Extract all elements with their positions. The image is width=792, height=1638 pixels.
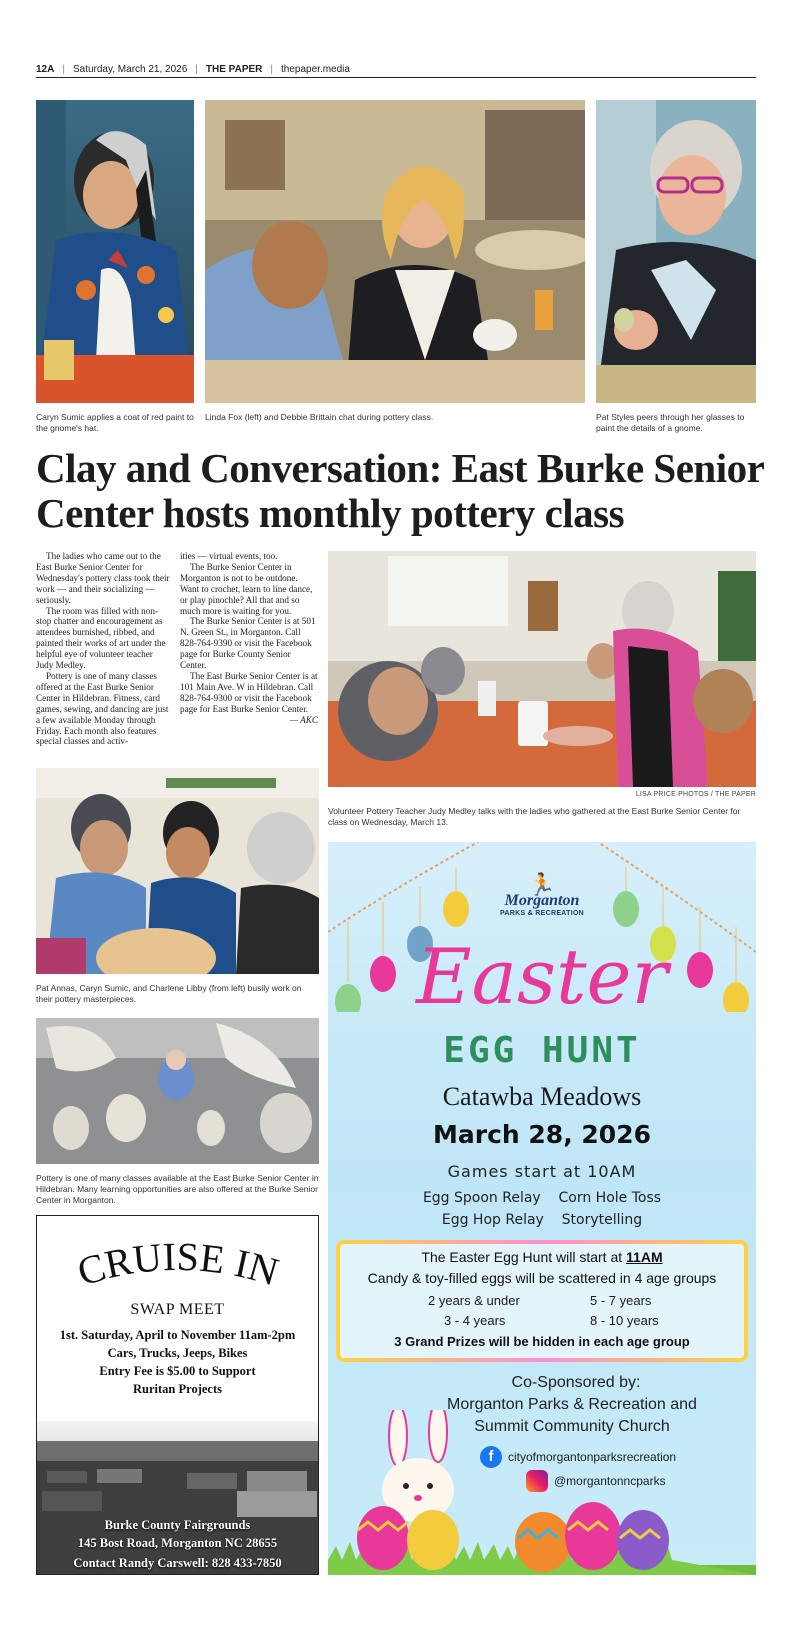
article-column-2 (180, 551, 318, 726)
caption-photo5: Pat Annas, Caryn Sumic, and Charlene Libby (from left) busily work on their pottery masterpieces. (36, 983, 302, 1004)
easter-title: Easter (416, 932, 668, 1021)
hunt-start (340, 1249, 744, 1265)
cruise-ad-subtitle: SWAP MEET (130, 1301, 225, 1318)
article-headline: Clay and Conversation: East Burke Senior Center hosts monthly pottery class (36, 445, 764, 536)
cruise-ad-address: 145 Bost Road, Morganton NC 28655 (77, 1536, 278, 1550)
cruise-ad-text-area (37, 1216, 318, 1436)
issue-date: Saturday, March 21, 2026 (72, 63, 188, 75)
parks-logo-icon: 🏃 (528, 872, 556, 897)
article-paragraph: The Burke Senior Center is at 501 N. Green St., in Morganton. Call 828-764-9390 or visit the Facebook page for Burke County Senior Center. (180, 616, 316, 671)
cruise-ad-schedule: 1st. Saturday, April to November 11am-2pm (59, 1328, 296, 1342)
cruise-ad-entry-fee: Entry Fee is $5.00 to Support (99, 1364, 256, 1378)
event-location: Catawba Meadows (442, 1082, 642, 1111)
cruise-ad-car-photo (37, 1421, 318, 1575)
folio-separator: | (62, 63, 65, 75)
cruise-ad-projects: Ruritan Projects (133, 1382, 222, 1396)
article-column-1 (36, 551, 170, 747)
caption-photo1: Caryn Sumic applies a coat of red paint to the gnome's hat. (36, 412, 194, 433)
svg-text:CRUISE IN: CRUISE IN (72, 1234, 284, 1295)
games-list-2: Egg Hop Relay Storytelling (441, 1212, 643, 1228)
parks-logo-name: Morganton (504, 892, 580, 909)
age-group-1: 2 years & under (428, 1293, 520, 1308)
cruise-ad-contact: Contact Randy Carswell: 828 433-7850 (73, 1556, 282, 1570)
hunt-start-prefix: The Easter Egg Hunt will start at (421, 1249, 627, 1265)
games-list-1: Egg Spoon Relay Corn Hole Toss (422, 1190, 662, 1206)
article-paragraph: ities — virtual events, too. (180, 551, 278, 561)
cruise-ad-title-wrap (37, 1234, 318, 1309)
page-number: 12A (36, 63, 55, 75)
scatter-note: Candy & toy-filled eggs will be scattered in 4 age groups (367, 1270, 717, 1286)
folio-line (36, 59, 756, 79)
bunny-and-eggs-illustration (328, 1410, 756, 1575)
caption-photo6: Pottery is one of many classes available at the East Burke Senior Center in Hildebran. Many learning opportunities are also offered at the Burke Senior Center in Morganton. (36, 1173, 319, 1205)
folio-separator: | (195, 63, 198, 75)
caption-photo3: Pat Styles peers through her glasses to paint the details of a gnome. (596, 412, 745, 433)
parks-logo-sub: PARKS & RECREATION (499, 910, 585, 917)
grand-prizes: 3 Grand Prizes will be hidden in each age group (394, 1334, 690, 1349)
cruise-ad-venue: Burke County Fairgrounds (104, 1518, 251, 1532)
cosponsored-label: Co-Sponsored by: (511, 1374, 641, 1391)
caption-main-photo: Volunteer Pottery Teacher Judy Medley talks with the ladies who gathered at the East Burke Senior Center for class on Wednesday, March 13. (328, 806, 741, 827)
header-rule (36, 77, 756, 78)
photo-linda-debbie (205, 100, 585, 403)
games-start: Games start at 10AM (447, 1162, 637, 1181)
sponsor-1: Morganton Parks & Recreation and (447, 1396, 697, 1413)
egg-hunt-subtitle: EGG HUNT (443, 1030, 641, 1071)
age-group-2: 5 - 7 years (590, 1293, 652, 1308)
cruise-ad-title (37, 1234, 318, 1304)
paper-name: THE PAPER (205, 63, 263, 75)
article-signature: — AKC (289, 714, 318, 725)
age-group-4: 8 - 10 years (590, 1313, 659, 1328)
site-url: thepaper.media (281, 63, 350, 75)
facebook-handle: cityofmorgantonparksrecreation (508, 1450, 677, 1464)
hunt-start-time: 11AM (626, 1249, 663, 1265)
article-paragraph: The Burke Senior Center in Morganton is not to be outdone. Want to crochet, learn to line dance, or play pinochle? All that and so much more is waiting for you. (180, 561, 313, 616)
article-paragraph: The room was filled with non-stop chatter and encouragement as attendees burnished, ribbed, and painted their works of art under the helpful eye of volunteer teacher Judy Medley. (36, 605, 166, 671)
photo-pat-caryn-charlene (36, 768, 319, 974)
article-paragraph: The East Burke Senior Center is at 101 Main Ave. W in Hildebran. Call 828-764-9300 or visit the Facebook page for East Burke Senior Center. (180, 670, 318, 714)
cruise-in-ad (36, 1215, 319, 1575)
age-group-3: 3 - 4 years (444, 1313, 506, 1328)
caption-photo2: Linda Fox (left) and Debbie Brittain chat during pottery class. (205, 412, 434, 422)
article-paragraph: The ladies who came out to the East Burke Senior Center for Wednesday's pottery class took their work — and their socializing — seriously. (36, 551, 170, 605)
photo-pat-styles (596, 100, 756, 403)
photo-credit: LISA PRICE PHOTOS / THE PAPER (635, 791, 756, 798)
easter-egg-hunt-ad (328, 842, 756, 1575)
facebook-icon: f (480, 1446, 502, 1468)
cruise-ad-vehicles: Cars, Trucks, Jeeps, Bikes (107, 1346, 248, 1360)
photo-judy-medley (328, 551, 756, 787)
event-date: March 28, 2026 (433, 1120, 651, 1149)
instagram-handle: @morgantonncparks (554, 1474, 666, 1488)
hunt-details-box (336, 1240, 748, 1362)
photo-pottery-pieces (36, 1018, 319, 1164)
photo-caryn-painting (36, 100, 194, 403)
sponsor-2: Summit Community Church (474, 1418, 670, 1435)
folio-separator: | (270, 63, 274, 75)
article-paragraph: Pottery is one of many classes offered at the East Burke Senior Center in Hildebran. Fitness, card games, sewing, and dancing are just a few available Monday through Friday. Each month also features special classes and activ- (36, 670, 169, 747)
